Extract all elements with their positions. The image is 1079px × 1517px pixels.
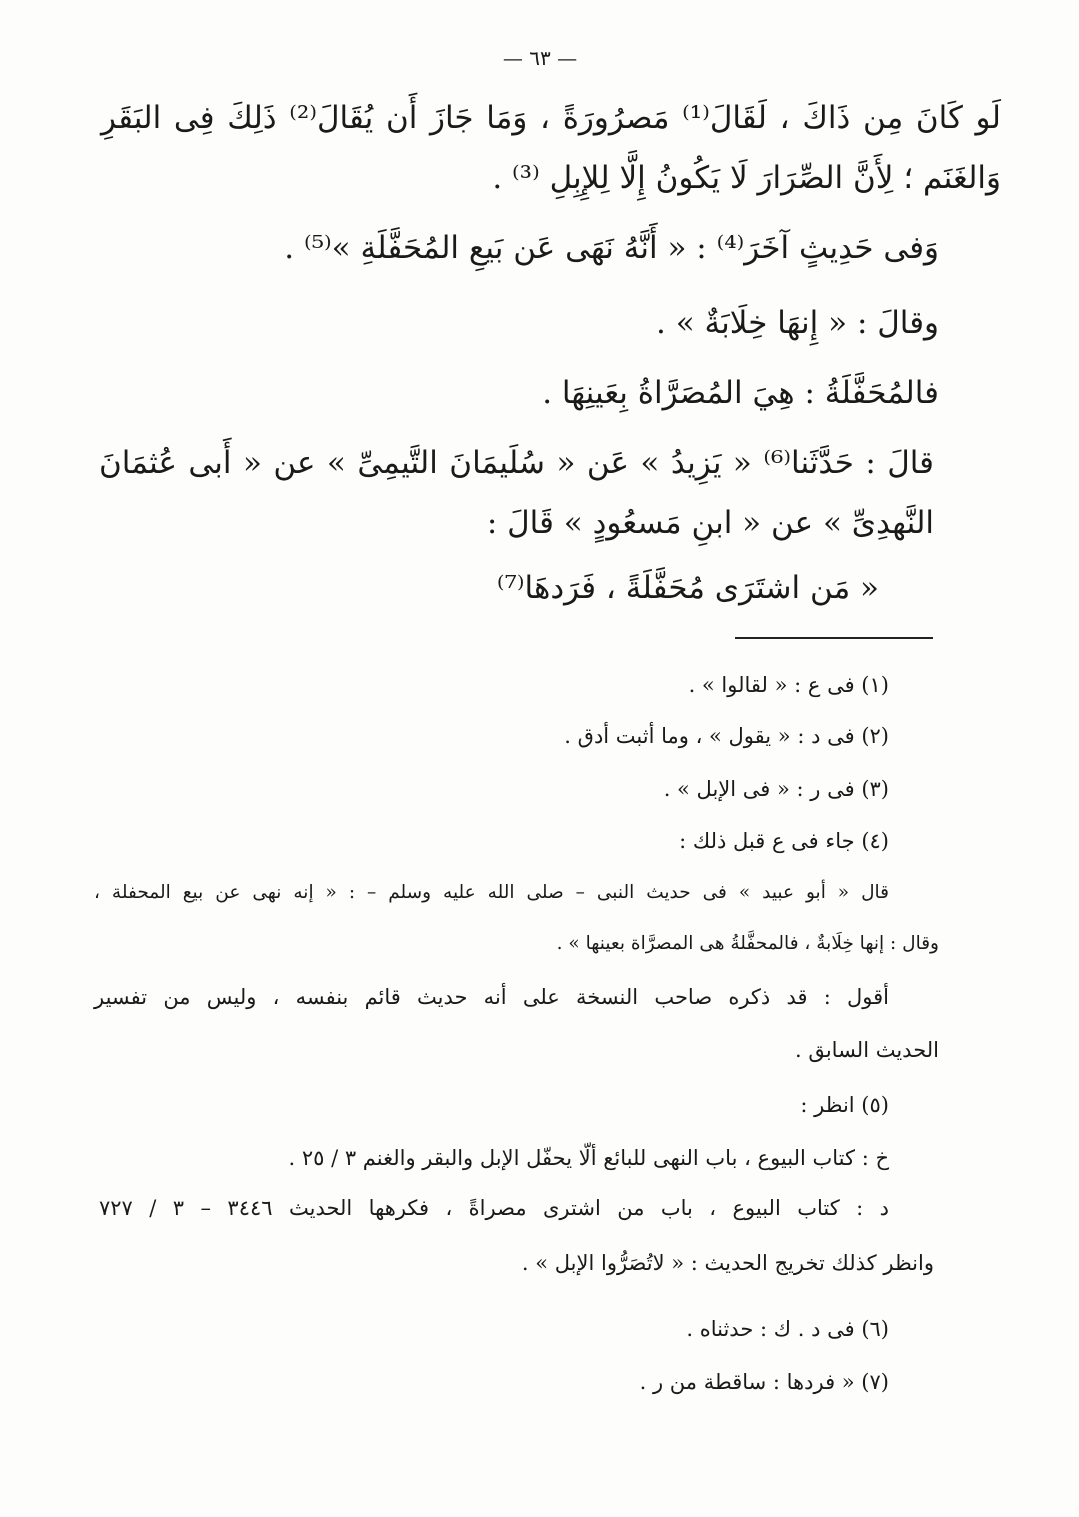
main-line-7: النَّهدِىِّ » عن « ابنِ مَسعُودٍ » قَالَ :: [486, 505, 934, 541]
main-line-1: لَو كَانَ مِن ذَاكَ ، لَقَالَ⁽¹⁾ مَصرُورَةً ، وَمَا جَازَ أَن يُقَالَ⁽²⁾ ذَلِكَ فِى البَقَرِ: [101, 100, 1001, 136]
page-number: — ٦٣ —: [502, 46, 578, 70]
footnote-3: (٣) فى ر : « فى الإبل » .: [663, 777, 889, 801]
footnote-5-ref-kh: خ : كتاب البيوع ، باب النهى للبائع ألّا يحفّل الإبل والبقر والغنم ٣ / ٢٥ .: [288, 1146, 889, 1170]
main-line-3: وَفى حَدِيثٍ آخَرَ⁽⁴⁾ : « أَنَّهُ نَهَى عَن بَيعِ المُحَفَّلَةِ »⁽⁵⁾ .: [284, 230, 939, 266]
footnote-4-quote-line-2: وقال : إنها خِلَابةٌ ، فالمحفَّلةُ هى المصرَّاة بعينها » .: [556, 933, 939, 954]
main-line-4: وقالَ : « إِنهَا خِلَابَةٌ » .: [656, 305, 939, 341]
footnote-2: (٢) فى د : « يقول » ، وما أثبت أدق .: [564, 724, 889, 748]
footnote-separator: [735, 637, 933, 639]
footnote-6: (٦) فى د . ك : حدثناه .: [686, 1317, 889, 1341]
footnote-1: (١) فى ع : « لقالوا » .: [688, 673, 889, 697]
footnote-4: (٤) جاء فى ع قبل ذلك :: [679, 829, 889, 853]
main-line-5: فالمُحَفَّلَةُ : هِيَ المُصَرَّاةُ بِعَينِهَا .: [542, 375, 939, 411]
main-line-8: « مَن اشتَرَى مُحَفَّلَةً ، فَرَدهَا⁽⁷⁾: [496, 570, 879, 606]
main-line-2: وَالغَنَم ؛ لِأَنَّ الصِّرَارَ لَا يَكُونُ إِلَّا لِلإِبِلِ ⁽³⁾ .: [492, 160, 1001, 196]
footnote-5: (٥) انظر :: [800, 1093, 889, 1117]
footnote-4-comment-line-2: الحديث السابق .: [794, 1038, 939, 1062]
footnote-7: (٧) « فردها : ساقطة من ر .: [639, 1370, 889, 1394]
footnote-5-ref-d: د : كتاب البيوع ، باب من اشترى مصراةً ، فكرهها الحديث ٣٤٤٦ – ٣ / ٧٢٧: [99, 1196, 889, 1220]
footnote-5-see-also: وانظر كذلك تخريج الحديث : « لاتُصَرُّوا الإبل » .: [521, 1251, 934, 1275]
footnote-4-quote-line-1: قال « أبو عبيد » فى حديث النبى – صلى الله عليه وسلم – : « إنه نهى عن بيع المحفلة ،: [94, 882, 889, 903]
footnote-4-comment-line-1: أقول : قد ذكره صاحب النسخة على أنه حديث قائم بنفسه ، وليس من تفسير: [94, 985, 889, 1009]
main-line-6: قالَ : حَدَّثَنا⁽⁶⁾ « يَزِيدُ » عَن « سُلَيمَانَ التَّيمِىِّ » عن « أَبى عُثمَانَ: [99, 445, 934, 481]
